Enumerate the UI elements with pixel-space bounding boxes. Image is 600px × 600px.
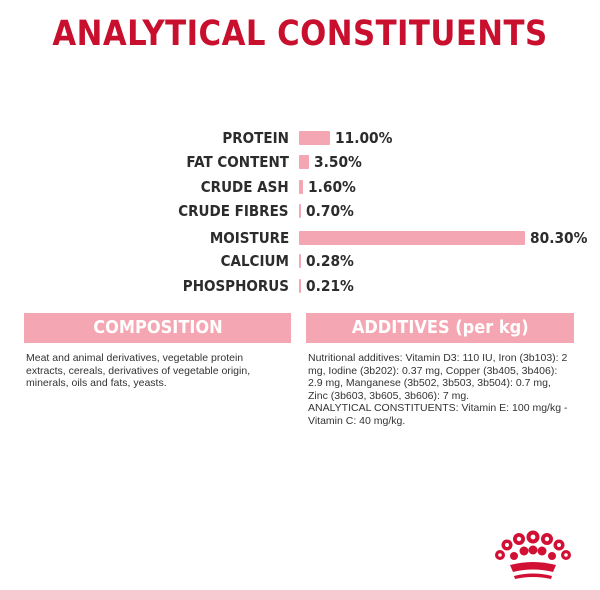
additives-heading <box>306 313 574 343</box>
constituent-bar <box>299 155 309 169</box>
constituent-label: FAT CONTENT <box>186 153 289 171</box>
constituent-value: 0.70% <box>306 202 354 220</box>
additives-nutritional: Nutritional additives: Vitamin D3: 110 IU, Iron (3b103): 2 mg, Iodine (3b202): 0.37 mg, Copper (3b405, 3b406): 2.9 mg, Manganese (3b502, 3b503, 3b504): 0.7 mg, Zinc (3b603, 3b605, 3b606): 7 mg. <box>308 352 568 402</box>
constituent-row <box>0 250 600 272</box>
constituent-label: PHOSPHORUS <box>182 277 289 295</box>
constituent-row <box>0 127 600 149</box>
page-title: ANALYTICAL CONSTITUENTS <box>52 14 548 54</box>
composition-text: Meat and animal derivatives, vegetable protein extracts, cereals, derivatives of vegetable origin, minerals, oils and fats, yeasts. <box>26 352 251 390</box>
constituent-row <box>0 200 600 222</box>
constituent-value: 3.50% <box>313 153 362 171</box>
additives-heading-label: ADDITIVES (per kg) <box>351 317 529 338</box>
composition-heading-label: COMPOSITION <box>92 317 223 338</box>
constituent-bar <box>299 231 525 245</box>
constituent-bar <box>299 131 330 145</box>
additives-text <box>308 352 570 428</box>
constituent-value: 80.30% <box>529 229 588 247</box>
constituent-label: CRUDE ASH <box>201 178 289 196</box>
footer-bar <box>0 590 600 600</box>
constituent-row <box>0 227 600 249</box>
constituent-value: 1.60% <box>308 178 357 196</box>
constituent-bar <box>299 279 301 293</box>
constituent-label: CALCIUM <box>220 252 289 270</box>
constituent-bar <box>299 204 301 218</box>
constituent-label: MOISTURE <box>209 229 289 247</box>
constituent-bar <box>299 180 303 194</box>
composition-heading <box>24 313 291 343</box>
crown-logo-icon <box>490 525 576 585</box>
constituent-row <box>0 275 600 297</box>
constituent-row <box>0 151 600 173</box>
constituent-value: 0.21% <box>306 277 354 295</box>
additives-analytical: ANALYTICAL CONSTITUENTS: Vitamin E: 100 mg/kg - Vitamin C: 40 mg/kg. <box>308 402 568 427</box>
constituent-row <box>0 176 600 198</box>
constituent-value: 11.00% <box>334 129 393 147</box>
constituent-value: 0.28% <box>306 252 354 270</box>
constituent-bar <box>299 254 301 268</box>
constituent-label: CRUDE FIBRES <box>178 202 289 220</box>
constituent-label: PROTEIN <box>222 129 289 147</box>
